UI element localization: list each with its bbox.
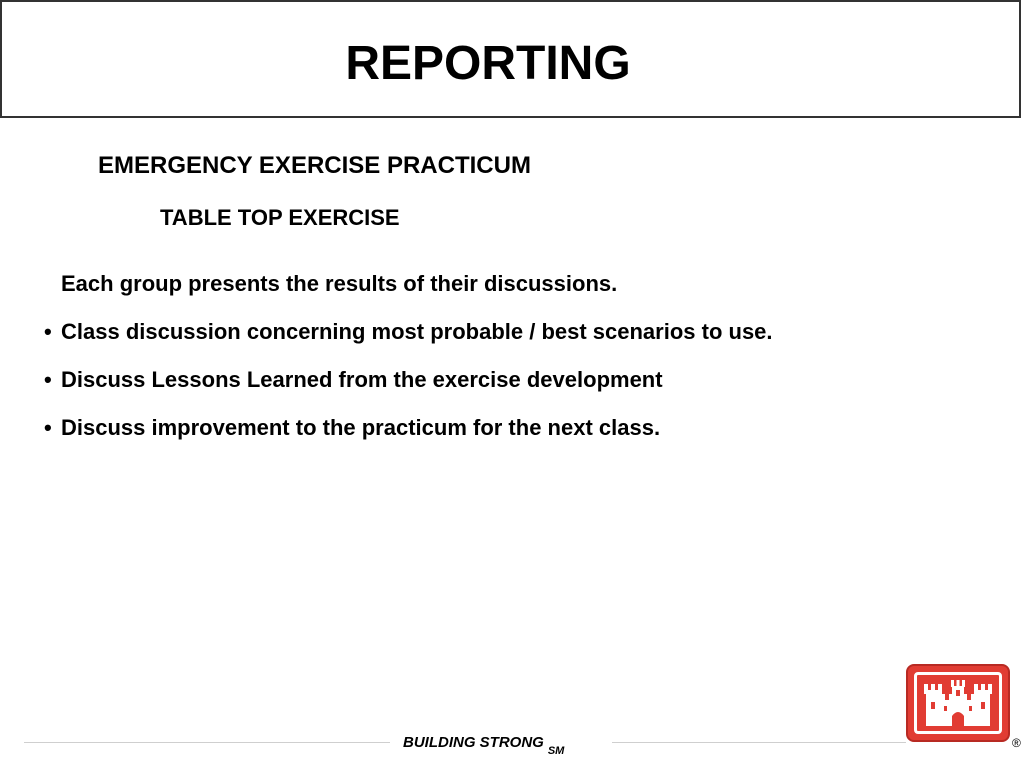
title-box xyxy=(0,0,1021,118)
bullet-icon: • xyxy=(44,415,52,440)
bullet-icon: • xyxy=(44,367,52,392)
bullet-item xyxy=(44,414,773,442)
bullet-text: Discuss Lessons Learned from the exercise development xyxy=(61,367,663,392)
bullet-icon: • xyxy=(44,319,52,344)
service-mark: SM xyxy=(547,745,565,757)
registered-mark: ® xyxy=(1012,736,1021,750)
footer-divider-left xyxy=(24,742,390,743)
intro-text: Each group presents the results of their discussions. xyxy=(61,271,618,296)
bullet-text: Discuss improvement to the practicum for the next class. xyxy=(61,415,661,440)
castle-icon xyxy=(922,678,994,730)
footer-divider-right xyxy=(612,742,906,743)
bullet-text: Class discussion concerning most probable / best scenarios to use. xyxy=(61,319,773,344)
footer-tagline-text: BUILDING STRONG xyxy=(403,734,544,751)
slide-subsubtitle: TABLE TOP EXERCISE xyxy=(160,205,400,230)
bullet-list xyxy=(44,318,773,462)
bullet-item xyxy=(44,318,773,346)
footer-tagline xyxy=(403,733,565,757)
slide-subtitle: EMERGENCY EXERCISE PRACTICUM xyxy=(98,152,531,179)
corps-castle-logo xyxy=(906,664,1010,742)
slide-title: REPORTING xyxy=(345,37,631,90)
bullet-item xyxy=(44,366,773,394)
